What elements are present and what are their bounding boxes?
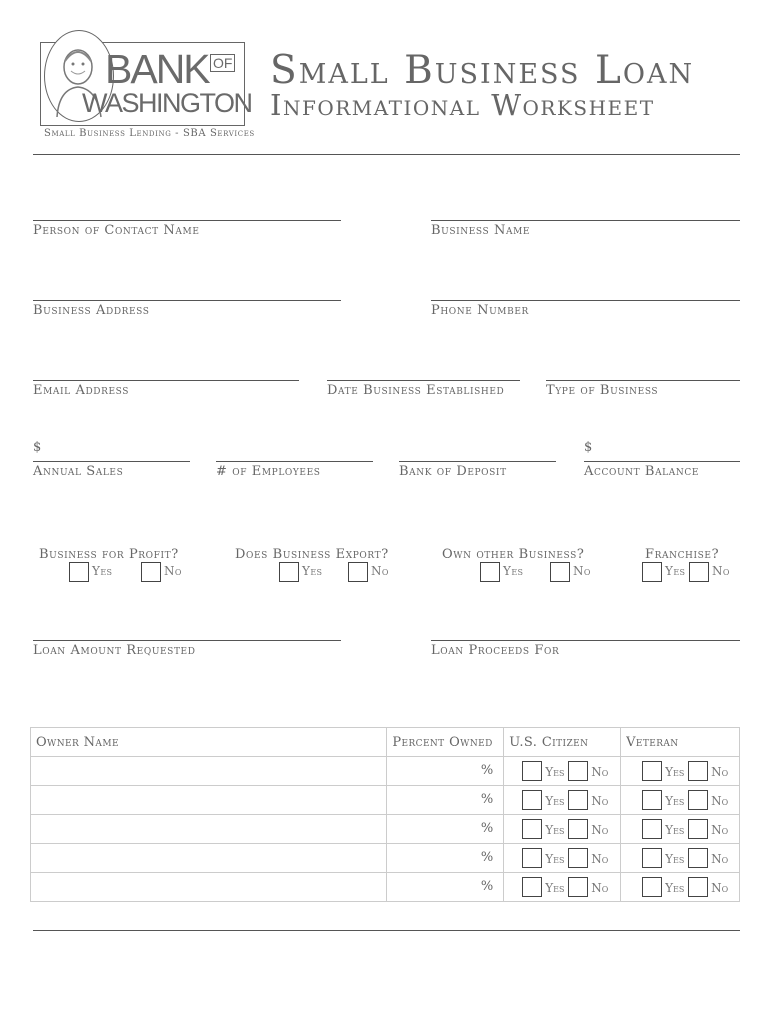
other-business-question: Own other Business? (442, 547, 585, 562)
business-address-label: Business Address (33, 303, 150, 318)
other-business-yes-checkbox[interactable] (480, 562, 500, 582)
citizen-no-checkbox[interactable] (568, 848, 588, 868)
logo-bank-text: BANK (105, 46, 209, 92)
citizen-yes-checkbox[interactable] (522, 877, 542, 897)
citizen-yes-checkbox[interactable] (522, 819, 542, 839)
type-of-business-field[interactable] (546, 380, 740, 381)
table-row (31, 844, 740, 873)
page-subtitle: Informational Worksheet (270, 88, 655, 122)
citizen-no-label: No (591, 794, 609, 808)
citizen-yes-label: Yes (545, 881, 565, 895)
business-name-label: Business Name (431, 223, 531, 238)
percent-symbol: % (480, 879, 494, 894)
franchise-no-checkbox[interactable] (689, 562, 709, 582)
citizen-no-label: No (591, 765, 609, 779)
loan-proceeds-label: Loan Proceeds For (431, 643, 560, 658)
for-profit-yes-label: Yes (92, 564, 113, 578)
veteran-no-label: No (711, 823, 729, 837)
us-citizen-cell (504, 786, 621, 815)
veteran-yes-label: Yes (665, 823, 685, 837)
veteran-no-label: No (711, 765, 729, 779)
veteran-yes-label: Yes (665, 794, 685, 808)
citizen-no-checkbox[interactable] (568, 819, 588, 839)
veteran-no-checkbox[interactable] (688, 819, 708, 839)
contact-name-field[interactable] (33, 220, 341, 221)
citizen-no-label: No (591, 823, 609, 837)
veteran-cell (621, 757, 740, 786)
percent-symbol: % (480, 792, 494, 807)
table-row (31, 873, 740, 902)
citizen-yes-label: Yes (545, 852, 565, 866)
franchise-question: Franchise? (645, 547, 720, 562)
table-row (31, 786, 740, 815)
owner-name-cell[interactable] (31, 873, 387, 902)
percent-symbol: % (480, 821, 494, 836)
veteran-yes-label: Yes (665, 852, 685, 866)
owner-name-cell[interactable] (31, 786, 387, 815)
owners-table (30, 727, 740, 902)
veteran-yes-label: Yes (665, 881, 685, 895)
date-established-label: Date Business Established (327, 383, 505, 398)
franchise-yes-label: Yes (665, 564, 686, 578)
table-row (31, 815, 740, 844)
logo-of-text: OF (210, 54, 235, 72)
percent-symbol: % (480, 763, 494, 778)
veteran-yes-checkbox[interactable] (642, 848, 662, 868)
percent-owned-cell[interactable] (387, 844, 504, 873)
other-business-no-label: No (573, 564, 591, 578)
us-citizen-cell (504, 815, 621, 844)
export-yes-label: Yes (302, 564, 323, 578)
citizen-no-label: No (591, 852, 609, 866)
export-yes-checkbox[interactable] (279, 562, 299, 582)
for-profit-no-label: No (164, 564, 182, 578)
citizen-yes-label: Yes (545, 765, 565, 779)
loan-amount-label: Loan Amount Requested (33, 643, 196, 658)
export-question: Does Business Export? (235, 547, 389, 562)
veteran-yes-checkbox[interactable] (642, 790, 662, 810)
citizen-yes-checkbox[interactable] (522, 761, 542, 781)
veteran-no-label: No (711, 852, 729, 866)
business-address-field[interactable] (33, 300, 341, 301)
franchise-yes-checkbox[interactable] (642, 562, 662, 582)
citizen-no-checkbox[interactable] (568, 877, 588, 897)
franchise-no-label: No (712, 564, 730, 578)
type-of-business-label: Type of Business (546, 383, 659, 398)
phone-number-field[interactable] (431, 300, 740, 301)
header-divider (33, 154, 740, 155)
export-no-label: No (371, 564, 389, 578)
bank-of-deposit-field[interactable] (399, 461, 556, 462)
citizen-no-label: No (591, 881, 609, 895)
citizen-yes-checkbox[interactable] (522, 848, 542, 868)
export-no-checkbox[interactable] (348, 562, 368, 582)
us-citizen-cell (504, 844, 621, 873)
account-balance-label: Account Balance (584, 464, 699, 479)
veteran-cell (621, 815, 740, 844)
annual-sales-field[interactable] (33, 461, 190, 462)
loan-amount-field[interactable] (33, 640, 341, 641)
citizen-no-checkbox[interactable] (568, 761, 588, 781)
citizen-yes-checkbox[interactable] (522, 790, 542, 810)
annual-sales-label: Annual Sales (33, 464, 124, 479)
us-citizen-cell (504, 873, 621, 902)
other-business-yes-label: Yes (503, 564, 524, 578)
logo-washington-text: WASHINGTON (82, 88, 252, 118)
for-profit-question: Business for Profit? (39, 547, 179, 562)
veteran-cell (621, 873, 740, 902)
percent-owned-cell[interactable] (387, 873, 504, 902)
loan-proceeds-field[interactable] (431, 640, 740, 641)
owners-table-header (31, 728, 740, 757)
table-row (31, 757, 740, 786)
citizen-yes-label: Yes (545, 794, 565, 808)
veteran-yes-checkbox[interactable] (642, 761, 662, 781)
owner-name-cell[interactable] (31, 815, 387, 844)
veteran-yes-label: Yes (665, 765, 685, 779)
logo-tagline: Small Business Lending - SBA Services (44, 128, 255, 139)
account-balance-prefix: $ (584, 440, 593, 455)
veteran-yes-checkbox[interactable] (642, 819, 662, 839)
phone-number-label: Phone Number (431, 303, 529, 318)
date-established-field[interactable] (327, 380, 520, 381)
veteran-cell (621, 786, 740, 815)
us-citizen-header: U.S. Citizen (504, 728, 621, 757)
for-profit-yes-checkbox[interactable] (69, 562, 89, 582)
veteran-header: Veteran (621, 728, 740, 757)
veteran-no-label: No (711, 794, 729, 808)
owner-name-header: Owner Name (31, 728, 387, 757)
percent-owned-cell[interactable] (387, 815, 504, 844)
bank-of-deposit-label: Bank of Deposit (399, 464, 507, 479)
owner-name-cell[interactable] (31, 844, 387, 873)
citizen-no-checkbox[interactable] (568, 790, 588, 810)
other-business-no-checkbox[interactable] (550, 562, 570, 582)
veteran-no-checkbox[interactable] (688, 790, 708, 810)
veteran-no-label: No (711, 881, 729, 895)
email-field[interactable] (33, 380, 299, 381)
for-profit-no-checkbox[interactable] (141, 562, 161, 582)
veteran-no-checkbox[interactable] (688, 848, 708, 868)
contact-name-label: Person of Contact Name (33, 223, 200, 238)
us-citizen-cell (504, 757, 621, 786)
employees-label: # of Employees (216, 464, 321, 479)
email-label: Email Address (33, 383, 130, 398)
annual-sales-prefix: $ (33, 440, 42, 455)
percent-owned-cell[interactable] (387, 757, 504, 786)
business-name-field[interactable] (431, 220, 740, 221)
veteran-cell (621, 844, 740, 873)
employees-field[interactable] (216, 461, 373, 462)
percent-owned-header: Percent Owned (387, 728, 504, 757)
veteran-no-checkbox[interactable] (688, 877, 708, 897)
percent-owned-cell[interactable] (387, 786, 504, 815)
veteran-no-checkbox[interactable] (688, 761, 708, 781)
footer-divider (33, 930, 740, 931)
veteran-yes-checkbox[interactable] (642, 877, 662, 897)
owner-name-cell[interactable] (31, 757, 387, 786)
citizen-yes-label: Yes (545, 823, 565, 837)
percent-symbol: % (480, 850, 494, 865)
account-balance-field[interactable] (584, 461, 740, 462)
page-title: Small Business Loan (270, 48, 695, 93)
